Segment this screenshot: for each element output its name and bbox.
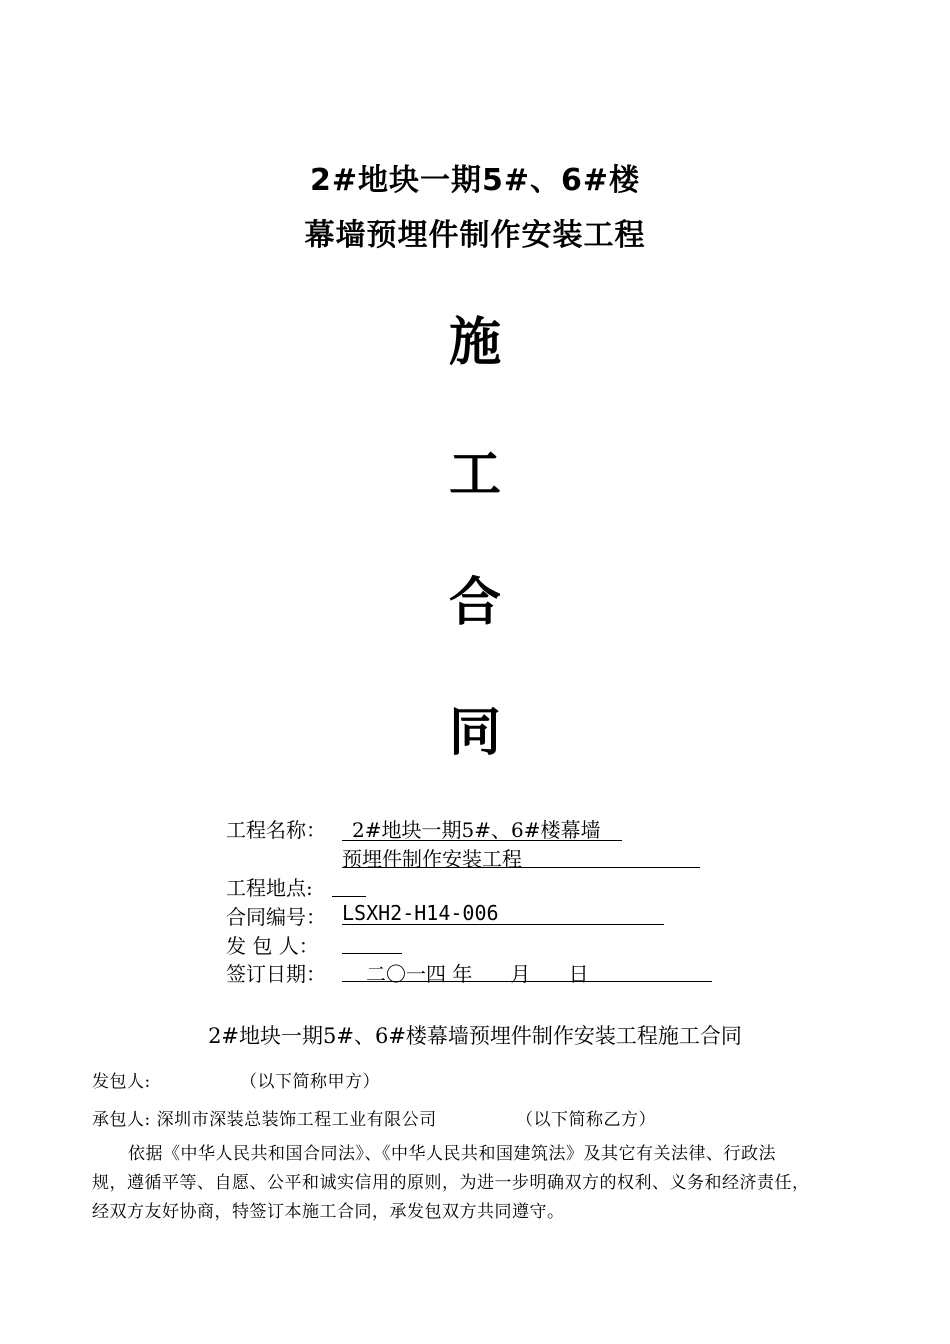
paragraph-line-3: 经双方友好协商，特签订本施工合同，承发包双方共同遵守。 xyxy=(92,1202,565,1222)
contractor-line-label: 承包人: 深圳市深装总装饰工程工业有限公司 xyxy=(92,1110,437,1130)
project-location-label: 工程地点: xyxy=(226,876,313,900)
contract-heading: 2#地块一期5#、6#楼幕墙预埋件制作安装工程施工合同 xyxy=(208,1024,742,1048)
project-name-value-line1: 2#地块一期5#、6#楼幕墙 xyxy=(352,818,601,842)
contract-no-underline xyxy=(342,924,664,925)
cover-char-4: 同 xyxy=(448,703,501,763)
project-name-underline-2 xyxy=(342,867,700,868)
paragraph-line-1: 依据《中华人民共和国合同法》、《中华人民共和国建筑法》及其它有关法律、行政法 xyxy=(128,1144,776,1164)
project-name-underline-1 xyxy=(342,840,622,841)
employer-label: 发 包 人： xyxy=(226,934,319,958)
cover-char-3: 合 xyxy=(448,573,501,633)
sign-date-label: 签订日期： xyxy=(226,962,326,986)
project-location-underline xyxy=(332,896,366,897)
contractor-line-note: （以下简称乙方） xyxy=(516,1110,656,1130)
cover-char-1: 施 xyxy=(448,313,501,373)
sign-date-value: 二〇一四 年 月 日 xyxy=(366,962,589,986)
project-name-value-line2: 预埋件制作安装工程 xyxy=(342,847,522,871)
cover-title-line2: 幕墙预埋件制作安装工程 xyxy=(304,218,646,253)
employer-line-note: （以下简称甲方） xyxy=(240,1072,380,1092)
employer-underline xyxy=(342,953,402,954)
paragraph-line-2: 规，遵循平等、自愿、公平和诚实信用的原则，为进一步明确双方的权利、义务和经济责任， xyxy=(92,1173,810,1193)
sign-date-underline xyxy=(342,981,712,982)
cover-char-2: 工 xyxy=(448,445,501,505)
cover-title-line1: 2#地块一期5#、6#楼 xyxy=(309,163,641,198)
employer-line-label: 发包人: xyxy=(92,1072,151,1092)
contract-no-value: LSXH2-H14-006 xyxy=(342,901,499,925)
contract-no-label: 合同编号： xyxy=(226,905,326,929)
project-name-label: 工程名称： xyxy=(226,818,326,842)
